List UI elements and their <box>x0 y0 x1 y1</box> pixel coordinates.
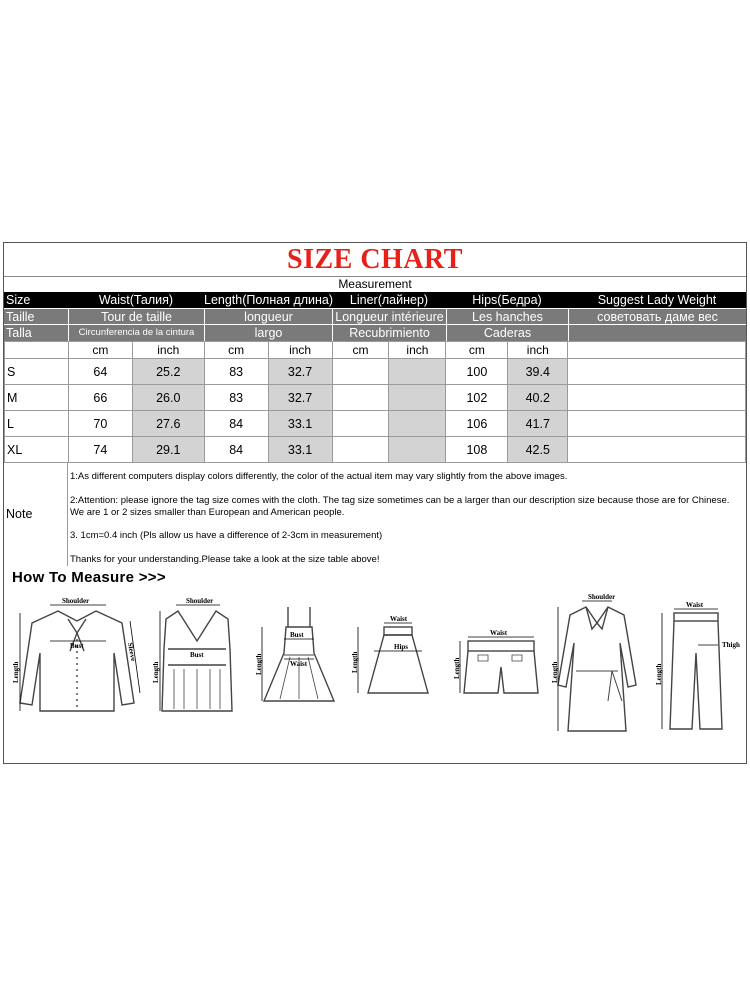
liner-cm-cell <box>332 411 389 437</box>
waist-cm-cell: 74 <box>68 437 132 463</box>
length-inch-cell: 33.1 <box>268 411 332 437</box>
size-chart <box>3 242 747 764</box>
waist-label: Waist <box>686 601 704 609</box>
skirt-figure <box>350 593 440 728</box>
hips-cm-cell: 102 <box>446 385 508 411</box>
hips-cm-cell: 106 <box>446 411 508 437</box>
note-section <box>4 462 746 566</box>
length-cm-cell: 83 <box>204 359 268 385</box>
table-row <box>5 385 746 411</box>
header-weight-es <box>568 325 746 341</box>
length-label: Length <box>255 653 263 675</box>
unit-cell: inch <box>389 342 446 359</box>
unit-cell: cm <box>446 342 508 359</box>
waist-label: Waist <box>290 660 308 668</box>
tank-figure <box>150 593 245 728</box>
unit-cell: cm <box>332 342 389 359</box>
length-inch-cell: 32.7 <box>268 359 332 385</box>
header-tour-de-taille: Tour de taille <box>68 309 204 325</box>
unit-cell: inch <box>508 342 568 359</box>
how-to-measure-title: How To Measure >>> <box>12 569 166 586</box>
header-talla: Talla <box>6 326 32 340</box>
size-cell: S <box>5 359 69 385</box>
liner-inch-cell <box>389 411 446 437</box>
bust-label: Bust <box>70 642 84 650</box>
length-inch-cell: 32.7 <box>268 385 332 411</box>
hips-inch-cell: 39.4 <box>508 359 568 385</box>
hips-inch-cell: 41.7 <box>508 411 568 437</box>
size-table <box>4 341 746 463</box>
weight-cell <box>568 411 746 437</box>
weight-cell <box>568 437 746 463</box>
waist-cm-cell: 70 <box>68 411 132 437</box>
header-caderas: Caderas <box>446 325 568 341</box>
note-divider <box>67 463 68 566</box>
header-recubrimiento: Recubrimiento <box>332 325 446 341</box>
waist-cm-cell: 66 <box>68 385 132 411</box>
shoulder-label: Shoulder <box>588 593 616 601</box>
unit-cell: cm <box>68 342 132 359</box>
header-row-talla <box>4 324 746 341</box>
liner-cm-cell <box>332 359 389 385</box>
header-liner: Liner(лайнер) <box>349 293 429 307</box>
liner-inch-cell <box>389 385 446 411</box>
waist-label: Waist <box>490 629 508 637</box>
length-label: Length <box>12 661 20 683</box>
unit-row <box>5 342 746 359</box>
unit-cell: inch <box>268 342 332 359</box>
hips-cm-cell: 100 <box>446 359 508 385</box>
waist-inch-cell: 29.1 <box>132 437 204 463</box>
unit-cell <box>5 342 69 359</box>
coat-figure <box>552 593 642 733</box>
thigh-label: Thigh <box>722 641 740 649</box>
bust-label: Bust <box>190 651 204 659</box>
header-waist: Waist(Талия) <box>98 293 174 307</box>
unit-cell <box>568 342 746 359</box>
size-cell: XL <box>5 437 69 463</box>
header-longueur: longueur <box>204 309 332 325</box>
header-weight: Suggest Lady Weight <box>597 293 717 307</box>
waist-label: Waist <box>390 615 408 623</box>
header-longueur-interieure: Longueur intérieure <box>332 309 446 325</box>
shoulder-label: Shoulder <box>186 597 214 605</box>
waist-inch-cell: 26.0 <box>132 385 204 411</box>
table-row <box>5 411 746 437</box>
header-les-hanches: Les hanches <box>446 309 568 325</box>
length-cm-cell: 83 <box>204 385 268 411</box>
liner-inch-cell <box>389 359 446 385</box>
table-row <box>5 359 746 385</box>
chart-title: SIZE CHART <box>4 243 746 277</box>
size-cell: L <box>5 411 69 437</box>
header-row-taille <box>4 308 746 325</box>
dress-figure <box>254 593 344 728</box>
length-label: Length <box>351 651 359 673</box>
weight-cell <box>568 385 746 411</box>
size-cell: M <box>5 385 69 411</box>
measurement-label: Measurement <box>4 276 746 293</box>
hips-inch-cell: 40.2 <box>508 385 568 411</box>
shorts-figure <box>454 593 546 728</box>
length-cm-cell: 84 <box>204 411 268 437</box>
waist-cm-cell: 64 <box>68 359 132 385</box>
header-row-size <box>4 292 746 308</box>
note-3: 3. 1cm=0.4 inch (Pls allow us have a difference of 2-3cm in measurement) <box>70 530 383 541</box>
pants-figure <box>652 593 744 733</box>
length-label: Length <box>551 661 559 683</box>
liner-inch-cell <box>389 437 446 463</box>
shoulder-label: Shoulder <box>62 597 90 605</box>
header-hips: Hips(Бедра) <box>472 293 542 307</box>
header-size: Size <box>6 293 31 307</box>
waist-inch-cell: 25.2 <box>132 359 204 385</box>
hips-label: Hips <box>394 643 409 651</box>
unit-cell: inch <box>132 342 204 359</box>
waist-inch-cell: 27.6 <box>132 411 204 437</box>
length-label: Length <box>152 661 160 683</box>
length-inch-cell: 33.1 <box>268 437 332 463</box>
note-1: 1:As different computers display colors differently, the color of the actual item may vary slightly from the above images. <box>70 471 568 482</box>
hips-inch-cell: 42.5 <box>508 437 568 463</box>
sleeve-label: Sleeve <box>126 641 138 662</box>
hips-cm-cell: 108 <box>446 437 508 463</box>
note-2: 2:Attention: please ignore the tag size comes with the cloth. The tag size sometimes can be a larger than our description size because those are for Chinese. We are 1 or 2 sizes smaller than European and American people. <box>70 495 730 518</box>
header-circunferencia: Circunferencia de la cintura <box>68 325 204 341</box>
length-label: Length <box>453 657 461 679</box>
note-4: Thanks for your understanding.Please take a look at the size table above! <box>70 554 380 565</box>
bust-label: Bust <box>290 631 304 639</box>
how-to-measure-header <box>4 565 746 591</box>
header-taille: Taille <box>6 310 35 324</box>
table-row <box>5 437 746 463</box>
header-largo: largo <box>204 325 332 341</box>
liner-cm-cell <box>332 385 389 411</box>
liner-cm-cell <box>332 437 389 463</box>
header-length: Length(Полная длина) <box>204 293 334 307</box>
length-cm-cell: 84 <box>204 437 268 463</box>
header-weight-ru: советовать даме вес <box>568 309 746 325</box>
unit-cell: cm <box>204 342 268 359</box>
note-label: Note <box>6 507 33 521</box>
blouse-figure <box>10 593 145 728</box>
weight-cell <box>568 359 746 385</box>
length-label: Length <box>655 663 663 685</box>
